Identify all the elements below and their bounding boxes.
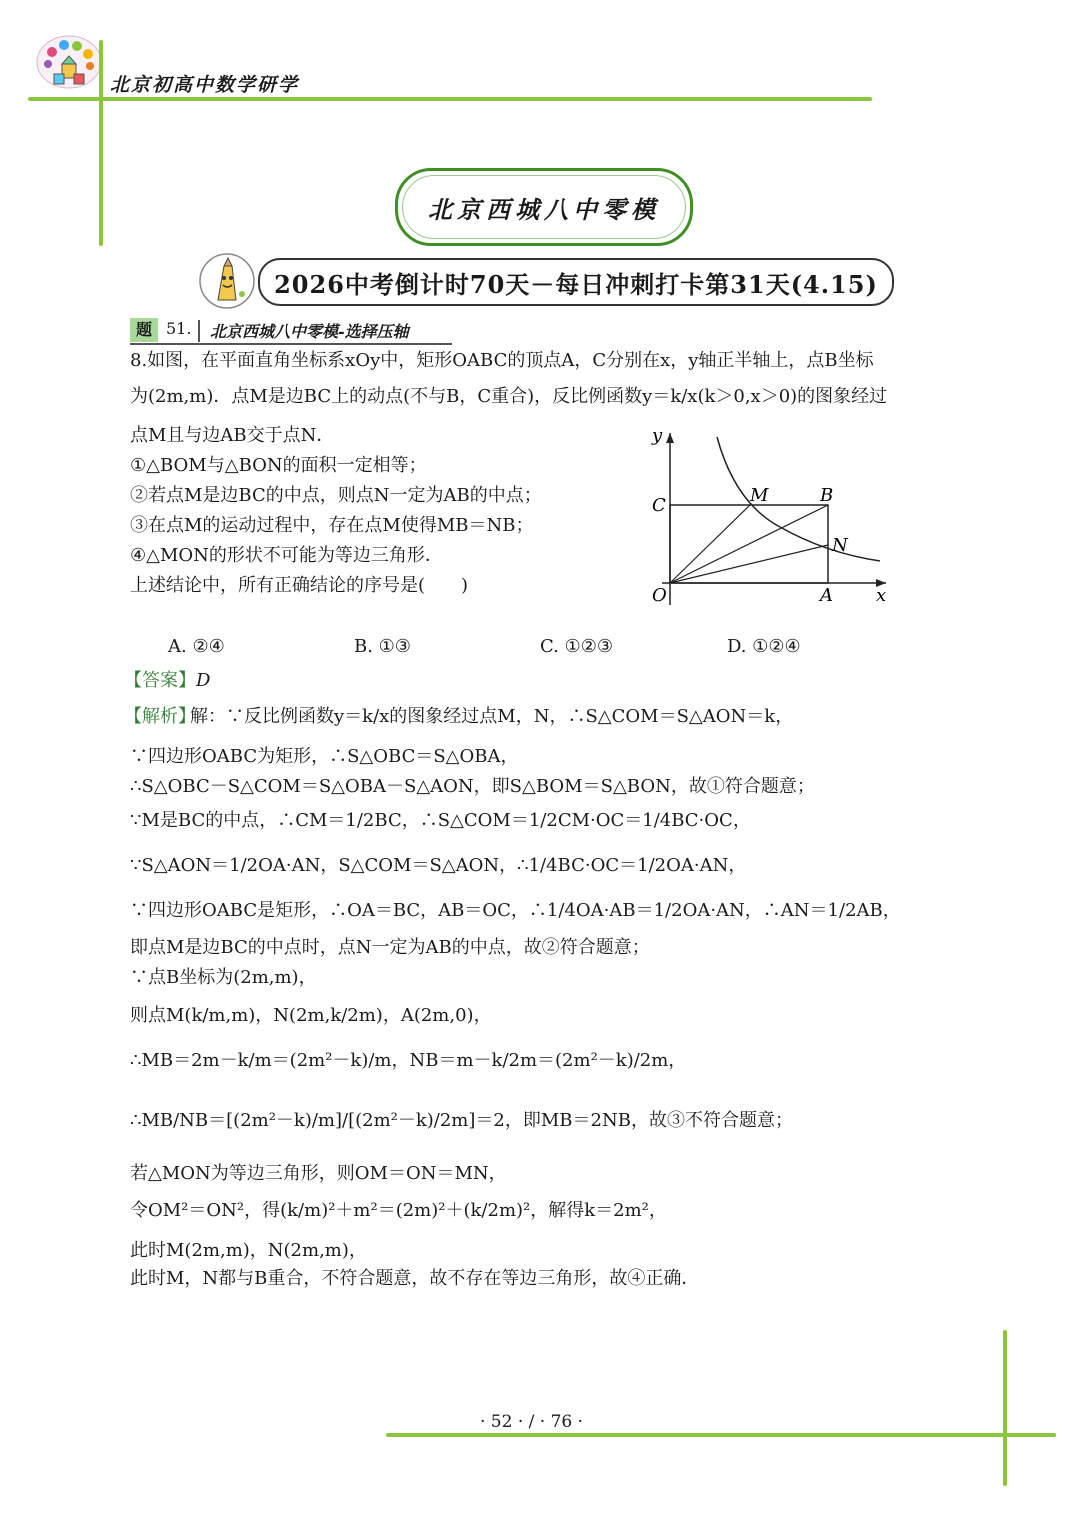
label-M: M	[750, 485, 769, 506]
question-line: 8.如图，在平面直角坐标系xOy中，矩形OABC的顶点A，C分别在x，y轴正半轴上，点B坐标	[130, 350, 874, 371]
coordinate-figure	[640, 425, 900, 610]
pencil-mascot-icon	[198, 252, 256, 310]
label-x: x	[876, 585, 887, 606]
answer-row	[124, 670, 210, 692]
solution-line: 解：∵反比例函数y＝k/x的图象经过点M，N，∴S△COM＝S△AON＝k，	[190, 706, 794, 727]
segment-OM	[670, 505, 750, 583]
question-source: 北京西城八中零模-选择压轴	[210, 322, 409, 341]
label-C: C	[652, 495, 666, 516]
left-margin-rule	[99, 40, 103, 246]
solution-line: ∵M是BC的中点，∴CM＝1/2BC，∴S△COM＝1/2CM·OC＝1/4BC·OC，	[130, 810, 751, 831]
label-O: O	[652, 585, 667, 606]
right-margin-rule	[1003, 1330, 1007, 1486]
banner-title: 北京西城八中零模	[428, 194, 660, 224]
question-line: ④△MON的形状不可能为等边三角形．	[130, 545, 443, 566]
solution-line: 此时M，N都与B重合，不符合题意，故不存在等边三角形，故④正确．	[130, 1268, 700, 1289]
label-B: B	[820, 485, 834, 506]
question-underline	[130, 343, 452, 345]
exam-banner	[395, 168, 693, 246]
header-title: 北京初高中数学研学	[110, 74, 300, 96]
label-N: N	[832, 535, 848, 556]
answer-value: D	[196, 670, 211, 691]
answer-label: 【答案】	[124, 670, 196, 691]
segment-ON	[670, 545, 828, 583]
y-axis-arrow	[666, 433, 674, 443]
label-A: A	[820, 585, 833, 606]
page-number: · 52 · / · 76 ·	[480, 1412, 584, 1432]
solution-line: ∴S△OBC－S△COM＝S△OBA－S△AON，即S△BOM＝S△BON，故①符合题意；	[130, 776, 815, 797]
solution-line: ∴MB/NB＝[(2m²－k)/m]/[(2m²－k)/2m]＝2，即MB＝2NB，故③不符合题意；	[130, 1110, 793, 1131]
option-a: A. ②④	[168, 636, 225, 657]
solution-line: ∵点B坐标为(2m,m)，	[130, 967, 317, 988]
question-line: ②若点M是边BC的中点，则点N一定为AB的中点；	[130, 485, 542, 506]
solution-line: 若△MON为等边三角形，则OM＝ON＝MN，	[130, 1163, 507, 1184]
solution-label: 【解析】	[124, 706, 196, 727]
solution-line: ∵四边形OABC为矩形，∴S△OBC＝S△OBA，	[130, 746, 519, 767]
segment-OB	[670, 505, 828, 583]
question-header	[130, 318, 452, 342]
question-line: ③在点M的运动过程中，存在点M使得MB＝NB；	[130, 515, 534, 536]
question-line: 点M且与边AB交于点N．	[130, 425, 335, 446]
solution-line: ∴MB＝2m－k/m＝(2m²－k)/m，NB＝m－k/2m＝(2m²－k)/2m，	[130, 1050, 687, 1071]
solution-line: 令OM²＝ON²，得(k/m)²＋m²＝(2m)²＋(k/2m)²，解得k＝2m²，	[130, 1200, 667, 1221]
question-line: ①△BOM与△BON的面积一定相等；	[130, 455, 427, 476]
option-b: B. ①③	[354, 636, 411, 657]
footer-rule	[386, 1433, 1056, 1437]
hyperbola-curve	[717, 437, 880, 561]
question-line: 上述结论中，所有正确结论的序号是( )	[130, 575, 469, 596]
question-line: 为(2m,m)．点M是边BC上的动点(不与B，C重合)，反比例函数y＝k/x(k＞0,x＞0)的图象经过	[130, 386, 888, 407]
solution-line: 则点M(k/m,m)，N(2m,k/2m)，A(2m,0)，	[130, 1005, 492, 1026]
question-tag: 题	[130, 318, 158, 342]
solution-line: ∵S△AON＝1/2OA·AN，S△COM＝S△AON，∴1/4BC·OC＝1/2OA·AN，	[130, 855, 747, 876]
option-c: C. ①②③	[540, 636, 613, 657]
solution-line: 即点M是边BC的中点时，点N一定为AB的中点，故②符合题意；	[130, 937, 650, 958]
solution-line: 此时M(2m,m)，N(2m,m)，	[130, 1240, 367, 1261]
label-y: y	[652, 425, 663, 446]
solution-line: ∵四边形OABC是矩形，∴OA＝BC，AB＝OC，∴1/4OA·AB＝1/2OA·AN，∴AN＝1/2AB，	[130, 900, 901, 921]
header-logo	[34, 34, 104, 94]
tree-of-math-icon	[34, 34, 104, 94]
header-rule	[28, 97, 872, 101]
banner-inner-border	[402, 175, 686, 239]
question-separator	[198, 320, 200, 342]
option-d: D. ①②④	[727, 636, 801, 657]
countdown-title: 2026中考倒计时70天－每日冲刺打卡第31天(4.15)	[258, 258, 894, 306]
question-number: 51.	[166, 319, 192, 338]
